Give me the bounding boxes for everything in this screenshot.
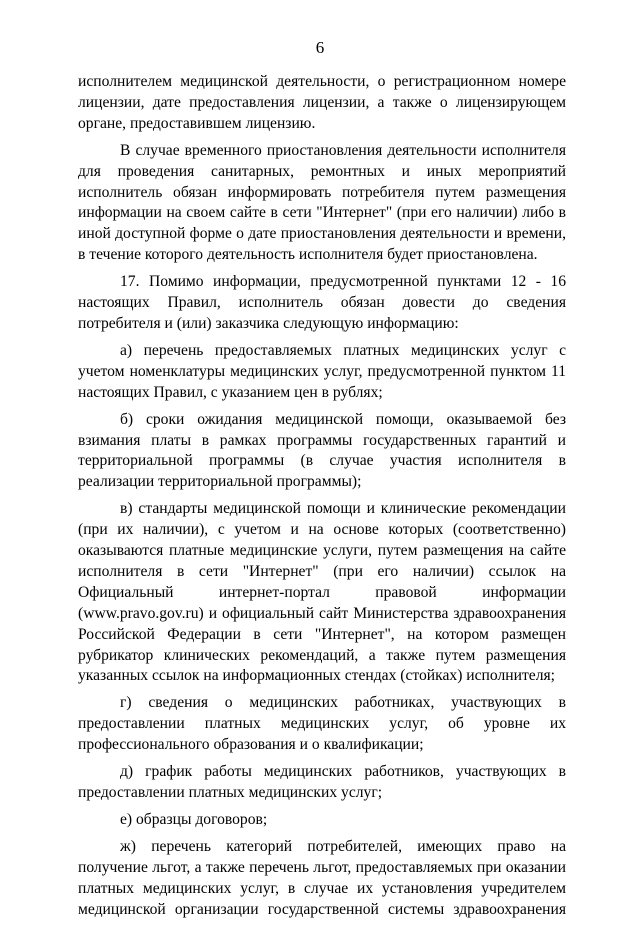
paragraph: а) перечень предоставляемых платных медицинских услуг с учетом номенклатуры медицинских услуг, предусмотренной пунктом 11 настоящих Правил, с указанием цен в рублях; (78, 341, 566, 401)
paragraph: б) сроки ожидания медицинской помощи, оказываемой без взимания платы в рамках программы государственных гарантий и территориальной программы (в случае участия исполнителя в реализации территориальной программы); (78, 410, 566, 491)
page-number: 6 (315, 38, 325, 57)
paragraph: исполнителем медицинской деятельности, о регистрационном номере лицензии, дате предоставления лицензии, а также о лицензирующем органе, предоставившем лицензию. (78, 73, 566, 132)
paragraph: 17. Помимо информации, предусмотренной пунктами 12 - 16 настоящих Правил, исполнитель обязан довести до сведения потребителя и (или) заказчика следующую информацию: (78, 273, 566, 332)
document-body (78, 72, 566, 926)
paragraph: д) график работы медицинских работников, участвующих в предоставлении платных медицинских услуг; (78, 763, 566, 801)
paragraph: В случае временного приостановления деятельности исполнителя для проведения санитарных, ремонтных и иных мероприятий исполнитель обязан информировать потребителя путем размещения информации на своем сайте в сети "Интернет" (при его наличии) либо в иной доступной форме о дате приостановления деятельности и времени, в течение которого деятельность исполнителя будет приостановлена. (78, 141, 566, 264)
paragraph: ж) перечень категорий потребителей, имеющих право на получение льгот, а также перечень льгот, предоставляемых при оказании платных медицинских услуг, в случае их установления учредителем медицинской организации государственной системы здравоохранения (78, 837, 566, 918)
paragraph: е) образцы договоров; (120, 810, 268, 828)
paragraph: г) сведения о медицинских работниках, участвующих в предоставлении платных медицинских услуг, об уровне их профессионального образования и о квалификации; (78, 694, 566, 754)
paragraph: в) стандарты медицинской помощи и клинические рекомендации (при их наличии), с учетом и на основе которых (соответственно) оказываются платные медицинские услуги, путем размещения на сайте исполнителя в сети "Интернет" (при его наличии) ссылок на Официальный интернет-портал правовой информации (www.pravo.gov.ru) и официальный сайт Министерства здравоохранения Российской Федерации в сети "Интернет", на котором размещен рубрикатор клинических рекомендаций, а также путем размещения указанных ссылок на информационных стендах (стойках) исполнителя; (78, 500, 566, 685)
